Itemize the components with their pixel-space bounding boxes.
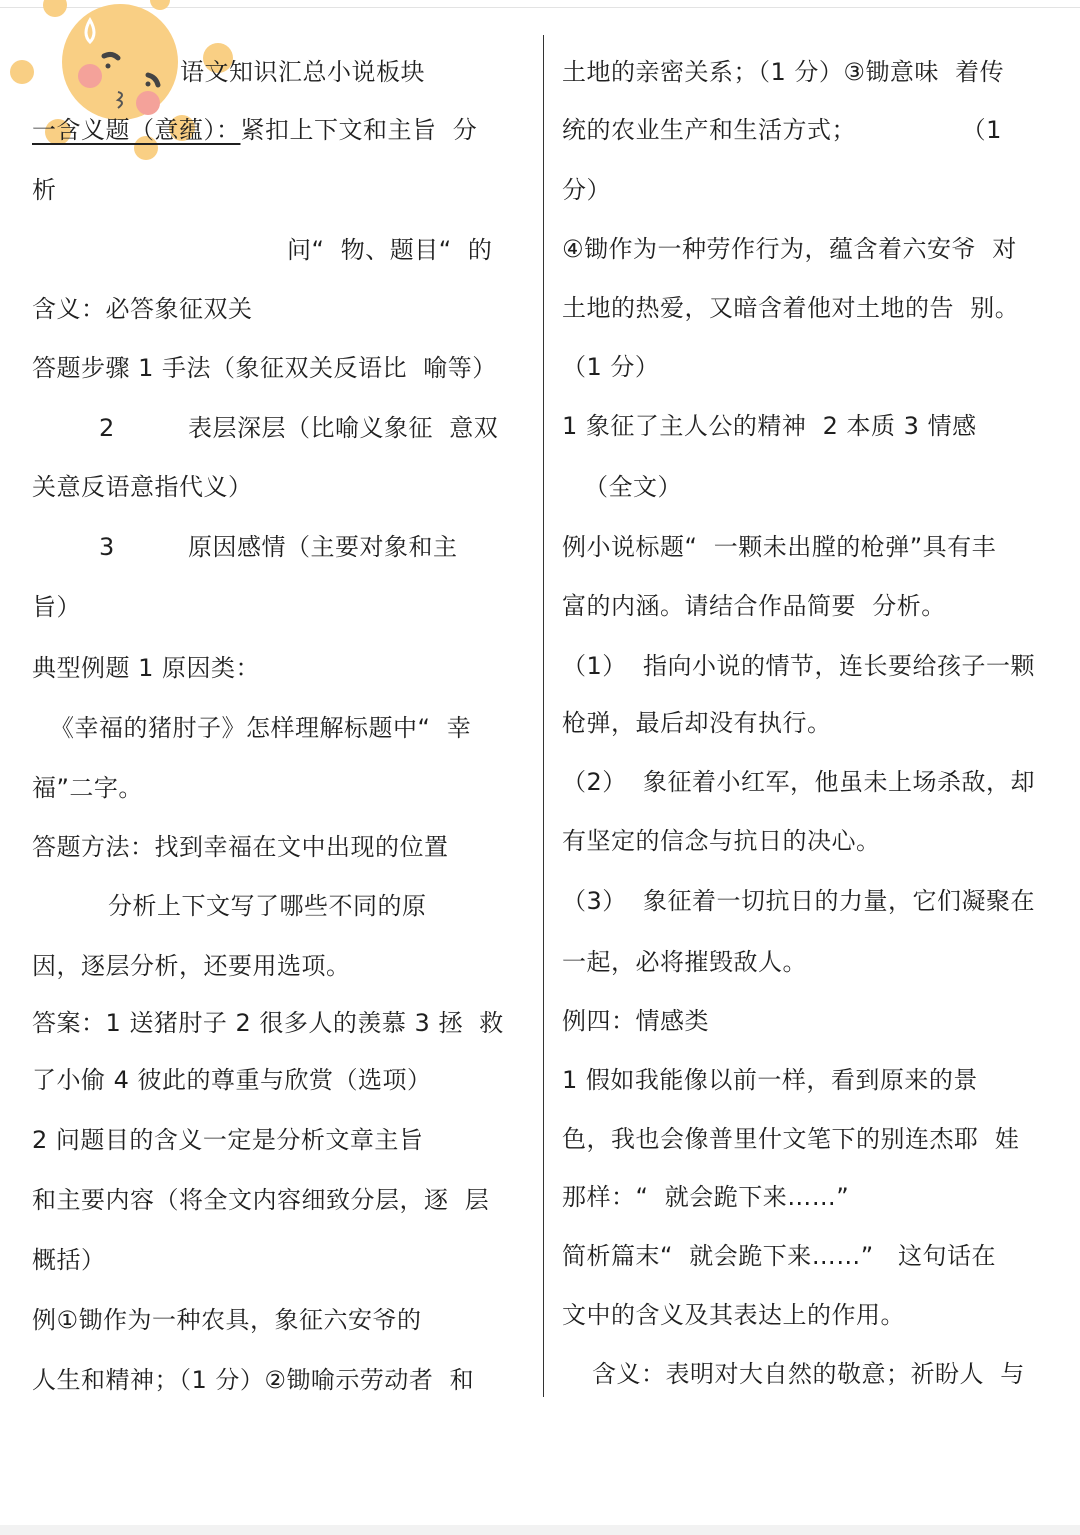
text-line	[562, 1182, 849, 1212]
underlined-heading: 一含义题（意蕴）：	[32, 116, 241, 144]
text-line	[32, 353, 497, 383]
line-text: （全文）	[584, 473, 682, 501]
text-line	[32, 1125, 423, 1155]
text-line	[562, 1065, 978, 1095]
text-line	[32, 1065, 432, 1095]
line-text: 3	[99, 533, 115, 561]
line-text: 答案：1 送猪肘子 2 很多人的羡慕 3 拯 救	[32, 1009, 504, 1037]
line-text: 分）	[562, 176, 611, 204]
line-text: 典型例题 1 原因类：	[32, 654, 261, 682]
text-line	[188, 532, 458, 562]
text-line	[562, 651, 1035, 681]
text-line	[32, 115, 477, 145]
line-text: 统的农业生产和生活方式； （1	[562, 116, 1002, 144]
text-line	[562, 1300, 905, 1330]
line-text: 1 假如我能像以前一样，看到原来的景	[562, 1066, 978, 1094]
page-bottom-band	[0, 1525, 1080, 1535]
text-line	[562, 826, 881, 856]
text-line	[108, 891, 427, 921]
text-line	[562, 293, 1019, 323]
text-line	[32, 1365, 474, 1395]
line-text: 土地的亲密关系；（1 分）③锄意味 着传	[562, 58, 1005, 86]
text-line	[32, 1185, 489, 1215]
text-line	[562, 947, 807, 977]
text-line	[562, 352, 659, 382]
line-text: 紧扣上下文和主旨 分	[240, 116, 478, 144]
line-text: 1 象征了主人公的精神 2 本质 3 情感	[562, 412, 977, 440]
column-divider	[543, 35, 544, 1397]
line-text: 文中的含义及其表达上的作用。	[562, 1301, 905, 1329]
text-line	[32, 1008, 504, 1038]
text-line	[32, 472, 253, 502]
text-line	[562, 591, 946, 621]
line-text: 例小说标题“ 一颗未出膛的枪弹”具有丰	[562, 533, 997, 561]
line-text: 例①锄作为一种农具，象征六安爷的	[32, 1306, 422, 1334]
line-text: 色，我也会像普里什文笔下的别连杰耶 娃	[562, 1125, 1020, 1153]
text-line	[562, 767, 1035, 797]
text-line	[32, 951, 351, 981]
line-text: （2） 象征着小红军，他虽未上场杀敌，却	[562, 768, 1036, 796]
text-line	[32, 1305, 422, 1335]
line-text: 旨）	[32, 593, 81, 621]
line-text: 表层深层（比喻义象征 意双	[188, 414, 499, 442]
line-text: （1 分）	[562, 353, 660, 381]
text-line	[32, 592, 81, 622]
line-text: 枪弹，最后却没有执行。	[562, 709, 832, 737]
line-text: 答题方法：找到幸福在文中出现的位置	[32, 833, 449, 861]
text-line	[32, 653, 260, 683]
line-text: 问“ 物、题目“ 的	[287, 236, 493, 264]
text-line	[562, 115, 1002, 145]
text-line	[32, 832, 449, 862]
text-line	[32, 773, 143, 803]
line-text: 简析篇末“ 就会跪下来……” 这句话在	[562, 1242, 997, 1270]
line-text: 答题步骤 1 手法（象征双关反语比 喻等）	[32, 354, 497, 382]
line-text: 含义：必答象征双关	[32, 295, 253, 323]
line-text: 有坚定的信念与抗日的决心。	[562, 827, 881, 855]
text-line	[562, 175, 611, 205]
text-line	[562, 1124, 1019, 1154]
text-line	[32, 1245, 106, 1275]
document-title: 语文知识汇总小说板块	[180, 58, 425, 86]
text-line	[287, 235, 492, 265]
text-line	[562, 1006, 709, 1036]
line-text: 了小偷 4 彼此的尊重与欣赏（选项）	[32, 1066, 432, 1094]
line-text: 原因感情（主要对象和主	[188, 533, 458, 561]
line-text: ④锄作为一种劳作行为，蕴含着六安爷 对	[562, 235, 1017, 263]
line-text: 2 问题目的含义一定是分析文章主旨	[32, 1126, 424, 1154]
text-line	[562, 411, 977, 441]
line-text: 概括）	[32, 1246, 106, 1274]
line-text: 富的内涵。请结合作品简要 分析。	[562, 592, 946, 620]
text-line	[562, 1241, 996, 1271]
line-text: 例四：情感类	[562, 1007, 709, 1035]
text-line	[99, 413, 115, 443]
text-line	[562, 708, 832, 738]
line-text: 土地的热爱，又暗含着他对土地的告 别。	[562, 294, 1020, 322]
line-text: 因，逐层分析，还要用选项。	[32, 952, 351, 980]
line-text: 析	[32, 176, 57, 204]
text-line	[562, 886, 1035, 916]
line-text: 《幸福的猪肘子》怎样理解标题中“ 幸	[50, 714, 472, 742]
line-text: 福”二字。	[32, 774, 143, 802]
line-text: 关意反语意指代义）	[32, 473, 253, 501]
line-text: 和主要内容（将全文内容细致分层，逐 层	[32, 1186, 490, 1214]
text-line	[188, 413, 498, 443]
text-line	[50, 713, 471, 743]
text-line	[592, 1359, 1025, 1389]
line-text: 分析上下文写了哪些不同的原	[108, 892, 427, 920]
line-text: 含义：表明对大自然的敬意；祈盼人 与	[592, 1360, 1025, 1388]
line-text: （1） 指向小说的情节，连长要给孩子一颗	[562, 652, 1036, 680]
text-line	[584, 472, 682, 502]
line-text: 2	[99, 414, 115, 442]
text-line	[99, 532, 115, 562]
sun-face-sticker-icon	[0, 0, 260, 180]
line-text: 一起，必将摧毁敌人。	[562, 948, 807, 976]
line-text: 那样：“ 就会跪下来……”	[562, 1183, 850, 1211]
text-line	[32, 175, 57, 205]
line-text: 人生和精神；（1 分）②锄喻示劳动者 和	[32, 1366, 475, 1394]
line-text: （3） 象征着一切抗日的力量，它们凝聚在	[562, 887, 1036, 915]
text-line	[562, 234, 1017, 264]
text-line	[32, 294, 253, 324]
text-line	[562, 57, 1004, 87]
text-line	[562, 532, 996, 562]
